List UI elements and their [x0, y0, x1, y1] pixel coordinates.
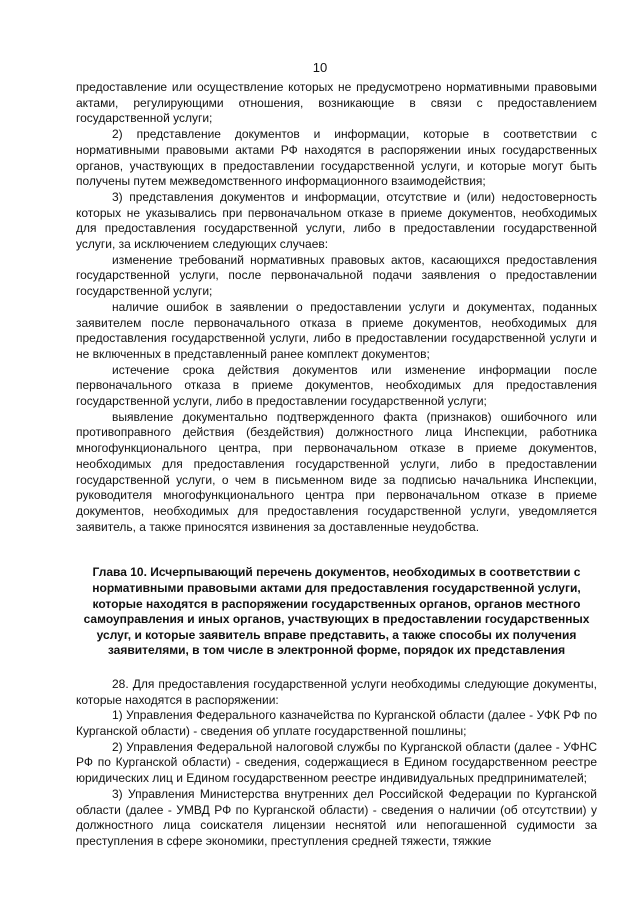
- paragraph: истечение срока действия документов или изменение информации после первоначального отказа в приеме документов, необходимых для предоставления государственной услуги, либо в предоставлении государственной услуги;: [76, 362, 597, 409]
- paragraph: предоставление или осуществление которых не предусмотрено нормативными правовыми актами, регулирующими отношения, возникающие в связи с предоставлением государственной услуги;: [76, 80, 597, 126]
- paragraph: 1) Управления Федерального казначейства по Курганской области (далее - УФК РФ по Курганской области) - сведения об уплате государственной пошлины;: [76, 708, 597, 739]
- paragraph: 28. Для предоставления государственной услуги необходимы следующие документы, которые находятся в распоряжении:: [76, 676, 597, 707]
- paragraphs-bottom: [76, 677, 597, 850]
- paragraph: 3) Управления Министерства внутренних дел Российской Федерации по Курганской области (далее - УМВД РФ по Курганской области) - сведения о наличии (об отсутствии) у должностного лица соискателя лицензии неснятой или непогашенной судимости за преступления в сфере экономики, преступления средней тяжести, тяжкие: [76, 786, 597, 848]
- chapter-title: Глава 10. Исчерпывающий перечень документов, необходимых в соответствии с нормативными правовыми актами для предоставления государственной услуги, которые находятся в распоряжении государственных органов, органов местного самоуправления и иных органов, участвующих в предоставлении государственных услуг, и которые заявитель вправе представить, а также способы их получения заявителями, в том числе в электронной форме, порядок их представления: [83, 565, 590, 658]
- page-number: 10: [312, 60, 328, 75]
- paragraph: 2) представление документов и информации, которые в соответствии с нормативными правовыми актами РФ находятся в распоряжении иных государственных органов, участвующих в предоставлении государственной услуги, и которые могут быть получены путем межведомственного информационного взаимодействия;: [76, 127, 597, 189]
- paragraph: изменение требований нормативных правовых актов, касающихся предоставления государственной услуги, после первоначальной подачи заявления о предоставлении государственной услуги;: [76, 252, 597, 299]
- paragraph: 3) представления документов и информации, отсутствие и (или) недостоверность которых не указывались при первоначальном отказе в приеме документов, необходимых для предоставления государственной услуги, либо в предоставлении государственной услуги, за исключением следующих случаев:: [76, 189, 597, 252]
- paragraph: наличие ошибок в заявлении о предоставлении услуги и документах, поданных заявителем после первоначального отказа в приеме документов, необходимых для предоставления государственной услуги, либо в предоставлении государственной услуги и не включенных в представленный ранее комплект документов;: [76, 299, 597, 361]
- paragraph: выявление документально подтвержденного факта (признаков) ошибочного или противоправного действия (бездействия) должностного лица Инспекции, работника многофункционального центра, при первоначальном отказе в приеме документов, необходимых для предоставления государственной услуги, либо в предоставлении государственной услуги, о чем в письменном виде за подписью начальника Инспекции, руководителя многофункционального центра при первоначальном отказе в приеме документов, необходимых для предоставления государственной услуги, уведомляется заявитель, а также приносятся извинения за доставленные неудобства.: [76, 409, 597, 534]
- chapter-heading: [76, 565, 597, 659]
- paragraph: 2) Управления Федеральной налоговой службы по Курганской области (далее - УФНС РФ по Курганской области) - сведения, содержащиеся в Едином государственном реестре юридических лиц и Едином государственном реестре индивидуальных предпринимателей;: [76, 739, 597, 786]
- document-body: [76, 80, 597, 850]
- paragraphs-top: [76, 80, 597, 535]
